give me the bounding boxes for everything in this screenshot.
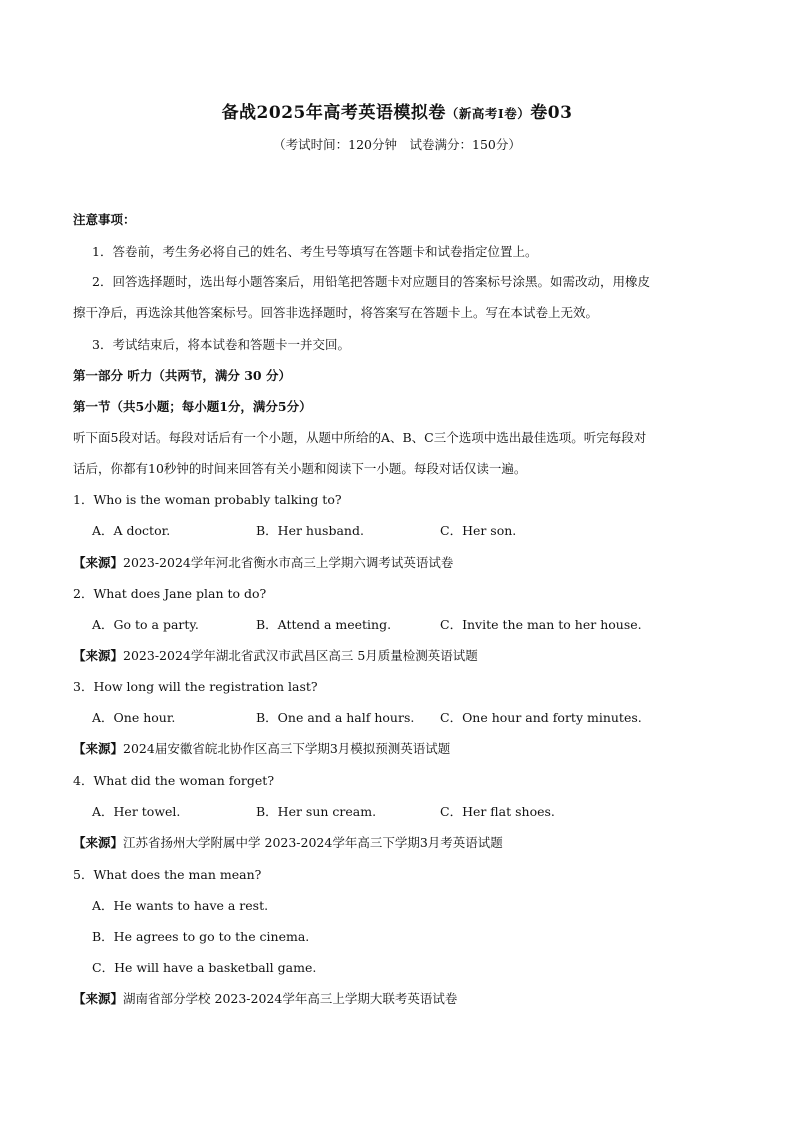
question-4-option-a: A．Her towel. [92,804,181,819]
source-text: 2024届安徽省皖北协作区高三下学期3月模拟预测英语试题 [123,741,451,756]
exam-title [0,98,794,123]
notice-item-1: 1．答卷前，考生务必将自己的姓名、考生号等填写在答题卡和试卷指定位置上。 [92,244,538,259]
title-paper-type: （新高考I卷） [445,106,531,121]
part-1-heading: 第一部分 听力（共两节，满分 30 分） [73,368,291,383]
notice-heading: 注意事项： [73,212,136,227]
question-5-option-c: C．He will have a basketball game. [92,960,317,975]
question-5-source [73,989,457,1009]
source-text: 湖南省部分学校 2023-2024学年高三上学期大联考英语试卷 [123,991,458,1006]
source-label: 【来源】 [73,835,124,850]
source-text: 2023-2024学年湖北省武汉市武昌区高三 5月质量检测英语试题 [123,648,478,663]
instructions-line-2: 话后，你都有10秒钟的时间来回答有关小题和阅读下一小题。每段对话仅读一遍。 [73,461,527,476]
title-main: 备战2025年高考英语模拟卷 [221,103,446,123]
question-2-stem: 2．What does Jane plan to do? [73,586,267,601]
question-1-option-b: B．Her husband. [256,523,364,538]
question-1-option-c: C．Her son. [440,523,517,538]
source-text: 江苏省扬州大学附属中学 2023-2024学年高三下学期3月考英语试题 [123,835,503,850]
notice-item-2-line-1: 2．回答选择题时，选出每小题答案后，用铅笔把答题卡对应题目的答案标号涂黑。如需改动，用橡皮 [92,274,650,289]
notice-item-2-line-2: 擦干净后，再选涂其他答案标号。回答非选择题时，将答案写在答题卡上。写在本试卷上无效。 [73,305,599,320]
question-1-option-a: A．A doctor. [92,523,171,538]
source-label: 【来源】 [73,555,124,570]
question-2-option-c: C．Invite the man to her house. [440,617,642,632]
question-3-stem: 3．How long will the registration last? [73,679,318,694]
question-4-option-b: B．Her sun cream. [256,804,377,819]
question-3-option-c: C．One hour and forty minutes. [440,710,642,725]
question-4-source [73,833,503,853]
question-5-stem: 5．What does the man mean? [73,867,262,882]
source-text: 2023-2024学年河北省衡水市高三上学期六调考试英语试卷 [123,555,454,570]
question-4-stem: 4．What did the woman forget? [73,773,275,788]
notice-item-3: 3．考试结束后，将本试卷和答题卡一并交回。 [92,337,350,352]
exam-subtitle: （考试时间：120分钟 试卷满分：150分） [273,137,521,152]
title-paper-number: 卷03 [530,103,573,123]
question-3-option-b: B．One and a half hours. [256,710,415,725]
question-5-option-b: B．He agrees to go to the cinema. [92,929,310,944]
question-3-source [73,739,450,759]
question-2-option-a: A．Go to a party. [92,617,199,632]
question-2-source [73,646,478,666]
question-1-stem: 1．Who is the woman probably talking to? [73,492,342,507]
source-label: 【来源】 [73,741,124,756]
question-4-option-c: C．Her flat shoes. [440,804,555,819]
question-3-option-a: A．One hour. [92,710,176,725]
question-1-source [73,553,453,573]
section-1-heading: 第一节（共5小题；每小题1分，满分5分） [73,399,312,414]
source-label: 【来源】 [73,648,124,663]
question-2-option-b: B．Attend a meeting. [256,617,392,632]
question-5-option-a: A．He wants to have a rest. [92,898,269,913]
instructions-line-1: 听下面5段对话。每段对话后有一个小题，从题中所给的A、B、C三个选项中选出最佳选项。听完每段对 [73,430,647,445]
source-label: 【来源】 [73,991,124,1006]
